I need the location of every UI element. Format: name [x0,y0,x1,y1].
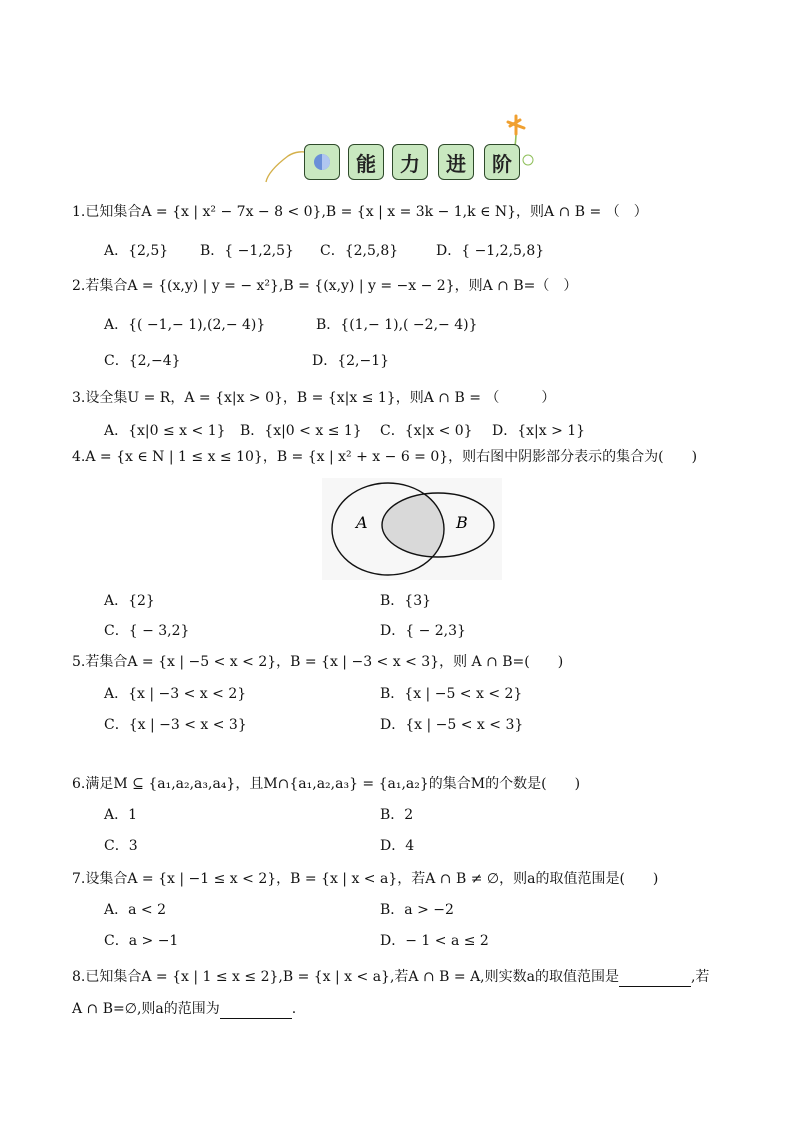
q6-option-a: A．1 [104,807,138,823]
q4-option-d: D．{ − 2,3} [380,623,466,639]
venn-diagram [322,478,502,580]
q5-option-c: C．{x | −3 < x < 3} [104,717,247,733]
header-char-1: 能 [348,144,384,180]
q1-option-b: B．{ −1,2,5} [200,243,294,259]
question-6: 6.满足M ⊆ {a₁,a₂,a₃,a₄}，且M∩{a₁,a₂,a₃} = {a₁,a₂}的集合M的个数是( ) [72,776,581,792]
question-8-line-1 [72,968,709,987]
q5-option-b: B．{x | −5 < x < 2} [380,686,523,702]
q4-option-a: A．{2} [104,593,155,609]
q3-option-c: C．{x|x < 0} [380,423,473,439]
q1-option-a: A．{2,5} [104,243,169,259]
question-5: 5.若集合A = {x | −5 < x < 2}，B = {x | −3 < x < 3}，则 A ∩ B=( ) [72,654,564,670]
q7-option-d: D．− 1 < a ≤ 2 [380,933,489,949]
q8-answer-blank-1[interactable] [619,968,691,987]
q3-option-a: A．{x|0 ≤ x < 1} [104,423,226,439]
question-4: 4.A = {x ∈ N | 1 ≤ x ≤ 10}，B = {x | x² + x − 6 = 0}，则右图中阴影部分表示的集合为( ) [72,449,698,465]
question-8-line-2 [72,1000,296,1019]
q5-option-d: D．{x | −5 < x < 3} [380,717,524,733]
question-2: 2.若集合A = {(x,y) | y = − x²},B = {(x,y) | y = −x − 2}，则A ∩ B=（ ） [72,278,578,294]
q7-option-a: A．a < 2 [104,902,166,918]
q3-option-b: B．{x|0 < x ≤ 1} [240,423,362,439]
q8-stem-part-3: A ∩ B=∅,则a的范围为 [72,1001,220,1017]
venn-label-a: A [356,513,368,532]
q2-option-b: B．{(1,− 1),( −2,− 4)} [316,317,478,333]
header-char-3: 进 [438,144,474,180]
q6-option-c: C．3 [104,838,138,854]
question-7: 7.设集合A = {x | −1 ≤ x < 2}，B = {x | x < a}，若A ∩ B ≠ ∅，则a的取值范围是( ) [72,871,659,887]
q1-option-d: D．{ −1,2,5,8} [436,243,545,259]
header-char-2: 力 [392,144,428,180]
q7-option-b: B．a > −2 [380,902,454,918]
question-3: 3.设全集U = R，A = {x|x > 0}，B = {x|x ≤ 1}，则A ∩ B = （ ） [72,390,556,406]
q3-option-d: D．{x|x > 1} [492,423,586,439]
q6-option-d: D．4 [380,838,415,854]
q7-option-c: C．a > −1 [104,933,179,949]
header-icon-box [304,144,340,180]
q2-option-d: D．{2,−1} [312,353,390,369]
q5-option-a: A．{x | −3 < x < 2} [104,686,247,702]
q8-stem-part-2: ,若 [690,969,710,985]
q6-option-b: B．2 [380,807,414,823]
q1-option-c: C．{2,5,8} [320,243,399,259]
q4-option-c: C．{ − 3,2} [104,623,190,639]
question-1: 1.已知集合A = {x | x² − 7x − 8 < 0},B = {x | x = 3k − 1,k ∈ N}，则A ∩ B = （ ） [72,204,648,220]
venn-label-b: B [456,513,468,532]
q2-option-c: C．{2,−4} [104,353,181,369]
q8-answer-blank-2[interactable] [220,1000,292,1019]
q4-option-b: B．{3} [380,593,432,609]
q8-stem-part-4: . [291,1001,297,1017]
q8-stem-part-1: 8.已知集合A = {x | 1 ≤ x ≤ 2},B = {x | x < a},若A ∩ B = A,则实数a的取值范围是 [72,969,619,985]
q2-option-a: A．{( −1,− 1),(2,− 4)} [104,317,266,333]
header-char-4: 阶 [484,144,520,180]
section-header [258,112,538,188]
globe-icon [311,151,333,173]
